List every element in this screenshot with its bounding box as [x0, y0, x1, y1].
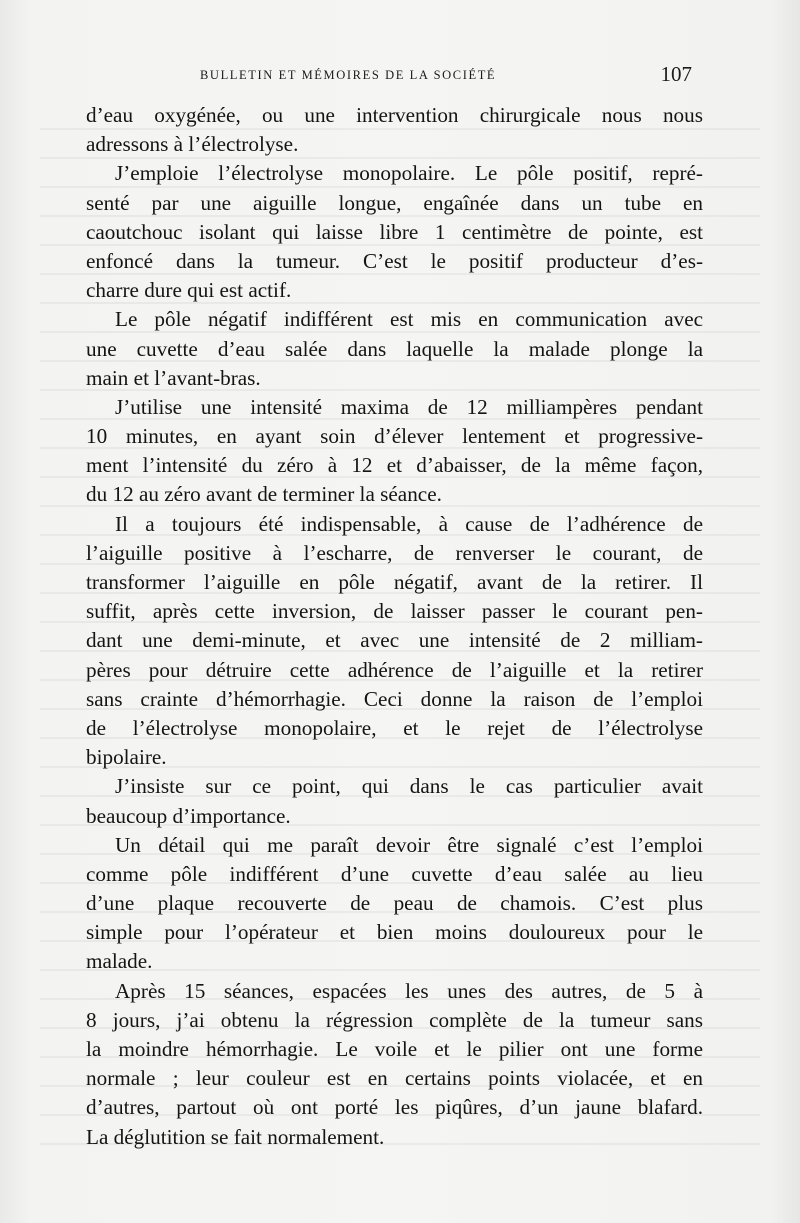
text-line: la moindre hémorrhagie. Le voile et le pilier ont une forme	[86, 1037, 703, 1061]
text-line: charre dure qui est actif.	[86, 278, 292, 303]
text-line: d’une plaque recouverte de peau de chamois. C’est plus	[86, 891, 703, 916]
text-line: dant une demi-minute, et avec une intensité de 2 milliam-	[86, 628, 703, 653]
text-line: suffit, après cette inversion, de laisser passer le courant pen-	[86, 599, 703, 624]
text-line: main et l’avant-bras.	[86, 365, 261, 390]
text-line: bipolaire.	[86, 745, 167, 770]
text-line: comme pôle indifférent d’une cuvette d’eau salée au lieu	[86, 861, 703, 886]
text-line: l’aiguille positive à l’escharre, de renverser le courant, de	[86, 540, 703, 565]
text-line: du 12 au zéro avant de terminer la séance.	[86, 482, 442, 507]
text-line: pères pour détruire cette adhérence de l’aiguille et la retirer	[86, 657, 703, 682]
text-line: une cuvette d’eau salée dans laquelle la malade plonge la	[86, 336, 703, 361]
text-line: ment l’intensité du zéro à 12 et d’abaisser, de la même façon,	[86, 453, 703, 478]
text-line: d’autres, partout où ont porté les piqûres, d’un jaune blafard.	[86, 1095, 703, 1120]
text-line: Un détail qui me paraît devoir être signalé c’est l’emploi	[115, 832, 703, 857]
text-line: senté par une aiguille longue, engaînée dans un tube en	[86, 190, 703, 215]
text-line: J’utilise une intensité maxima de 12 milliampères pendant	[115, 394, 703, 419]
text-line: Il a toujours été indispensable, à cause de l’adhérence de	[115, 511, 703, 536]
text-line: simple pour l’opérateur et bien moins douloureux pour le	[86, 920, 703, 945]
text-line: d’eau oxygénée, ou une intervention chirurgicale nous nous	[86, 103, 703, 127]
text-line: J’insiste sur ce point, qui dans le cas particulier avait	[115, 774, 703, 799]
text-line: 10 minutes, en ayant soin d’élever lentement et progressive-	[86, 424, 703, 449]
running-title: BULLETIN ET MÉMOIRES DE LA SOCIÉTÉ	[200, 68, 497, 82]
text-line: caoutchouc isolant qui laisse libre 1 centimètre de pointe, est	[86, 219, 703, 244]
text-line: transformer l’aiguille en pôle négatif, avant de la retirer. Il	[86, 570, 703, 594]
text-line: Après 15 séances, espacées les unes des autres, de 5 à	[115, 978, 703, 1003]
text-line: adressons à l’électrolyse.	[86, 132, 299, 157]
text-line: La déglutition se fait normalement.	[86, 1124, 385, 1149]
page-header	[88, 62, 694, 86]
text-line: beaucoup d’importance.	[86, 803, 291, 828]
text-line: malade.	[86, 949, 153, 974]
text-line: 8 jours, j’ai obtenu la régression complète de la tumeur sans	[86, 1007, 703, 1032]
text-line: enfoncé dans la tumeur. C’est le positif producteur d’es-	[86, 248, 703, 273]
text-line: normale ; leur couleur est en certains points violacée, et en	[86, 1066, 703, 1091]
text-line: J’emploie l’électrolyse monopolaire. Le pôle positif, repré-	[115, 161, 703, 186]
body-text	[86, 101, 703, 1152]
text-line: sans crainte d’hémorrhagie. Ceci donne la raison de l’emploi	[86, 686, 703, 711]
text-line: de l’électrolyse monopolaire, et le rejet de l’électrolyse	[86, 715, 703, 740]
text-line: Le pôle négatif indifférent est mis en communication avec	[115, 307, 703, 332]
page-number: 107	[660, 62, 692, 86]
